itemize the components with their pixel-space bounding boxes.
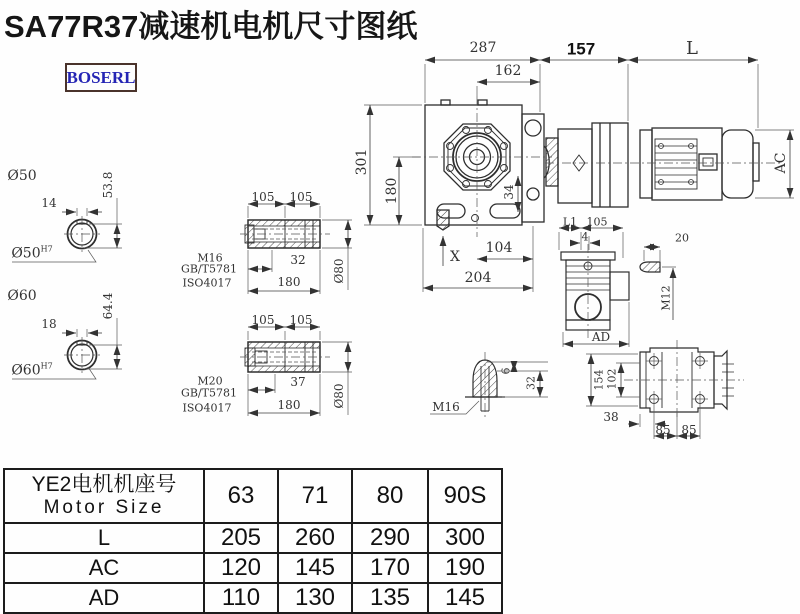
dim-162: 162 (494, 63, 522, 79)
cell-ad-80: 135 (352, 583, 428, 613)
cell-ad-71: 130 (278, 583, 352, 613)
label-x: X (450, 249, 460, 265)
dim-180-height: 180 (384, 177, 400, 205)
dim-l1: L1 (562, 215, 578, 229)
cell-ad-63: 110 (204, 583, 278, 613)
cell-ac-63: 120 (204, 553, 278, 583)
row-label-ac: AC (4, 553, 204, 583)
row-label-ad: AD (4, 583, 204, 613)
col-90s: 90S (428, 469, 502, 523)
cell-ad-90s: 145 (428, 583, 502, 613)
boserl-logo-text: BOSERL (66, 67, 136, 87)
motor-size-table (3, 468, 503, 614)
hollow-shaft-sections (245, 220, 320, 372)
label-iso4017-a: ISO4017 (182, 276, 232, 290)
dim-dia80-b: Ø80 (332, 383, 346, 409)
dim-105-a: 105 (251, 190, 275, 204)
dim-105-b: 105 (289, 190, 313, 204)
label-m16-shaft: M16 (197, 251, 223, 265)
dim-287: 287 (469, 40, 497, 56)
motor-size-header-en: Motor Size (43, 497, 165, 519)
label-dia60: Ø60 (7, 288, 37, 304)
label-gb-t5781-a: GB/T5781 (181, 262, 237, 276)
cell-l-80: 290 (352, 523, 428, 553)
dim-64-4: 64.4 (101, 292, 115, 320)
dim-32: 32 (290, 253, 306, 267)
cell-ac-90s: 190 (428, 553, 502, 583)
dim-85-b: 85 (681, 423, 697, 437)
dim-180-a: 180 (277, 275, 301, 289)
dim-14: 14 (41, 196, 57, 210)
dimension-lines (62, 60, 790, 436)
label-dia60h7-text: Ø60 (11, 362, 41, 379)
dim-154: 154 (592, 369, 606, 391)
dim-157: 157 (566, 39, 596, 59)
label-dia50h7-tolerance: H7 (40, 244, 53, 254)
dim-32-b: 32 (524, 376, 538, 390)
label-m20-shaft: M20 (197, 374, 223, 388)
dim-38: 38 (603, 410, 619, 424)
dim-180-b: 180 (277, 398, 301, 412)
dim-53-8: 53.8 (101, 171, 115, 199)
label-dia50h7-text: Ø50 (11, 245, 41, 262)
cell-l-63: 205 (204, 523, 278, 553)
dim-6: 6 (499, 367, 513, 375)
label-dia60h7-tolerance: H7 (40, 361, 53, 371)
table-row-ad (4, 583, 502, 613)
label-iso4017-b: ISO4017 (182, 401, 232, 415)
dim-104: 104 (485, 240, 513, 256)
motor-size-header-zh: YE2电机机座号 (31, 473, 177, 496)
cell-l-71: 260 (278, 523, 352, 553)
cell-ac-80: 170 (352, 553, 428, 583)
dim-ad: AD (591, 330, 611, 344)
dim-301: 301 (354, 148, 370, 176)
table-header-row (4, 469, 502, 523)
dim-204: 204 (464, 270, 492, 286)
table-row-l (4, 523, 502, 553)
dim-34: 34 (502, 184, 516, 200)
label-gb-t5781-b: GB/T5781 (181, 386, 237, 400)
dim-l: L (686, 38, 698, 59)
dim-105-d: 105 (289, 313, 313, 327)
dim-37: 37 (290, 375, 306, 389)
side-view (561, 252, 660, 330)
main-assembly-view (425, 100, 759, 230)
dim-ac: AC (773, 152, 789, 174)
dim-102: 102 (605, 368, 619, 390)
label-dia50: Ø50 (7, 168, 37, 184)
dim-105-c: 105 (251, 313, 275, 327)
page-title: SA77R37减速机电机尺寸图纸 (4, 9, 418, 44)
col-80: 80 (352, 469, 428, 523)
label-m16-plug: M16 (432, 400, 460, 414)
table-row-ac (4, 553, 502, 583)
motor-size-header-cell (4, 469, 204, 523)
cell-l-90s: 300 (428, 523, 502, 553)
dim-20: 20 (675, 231, 689, 245)
dim-85-a: 85 (655, 423, 671, 437)
col-71: 71 (278, 469, 352, 523)
dim-4: 4 (581, 230, 589, 244)
row-label-l: L (4, 523, 204, 553)
dim-105-e: 105 (586, 215, 608, 229)
dim-18: 18 (41, 317, 57, 331)
col-63: 63 (204, 469, 278, 523)
dim-dia80-a: Ø80 (332, 258, 346, 284)
boserl-logo (65, 63, 137, 92)
cell-ac-71: 145 (278, 553, 352, 583)
label-m12: M12 (659, 285, 673, 311)
